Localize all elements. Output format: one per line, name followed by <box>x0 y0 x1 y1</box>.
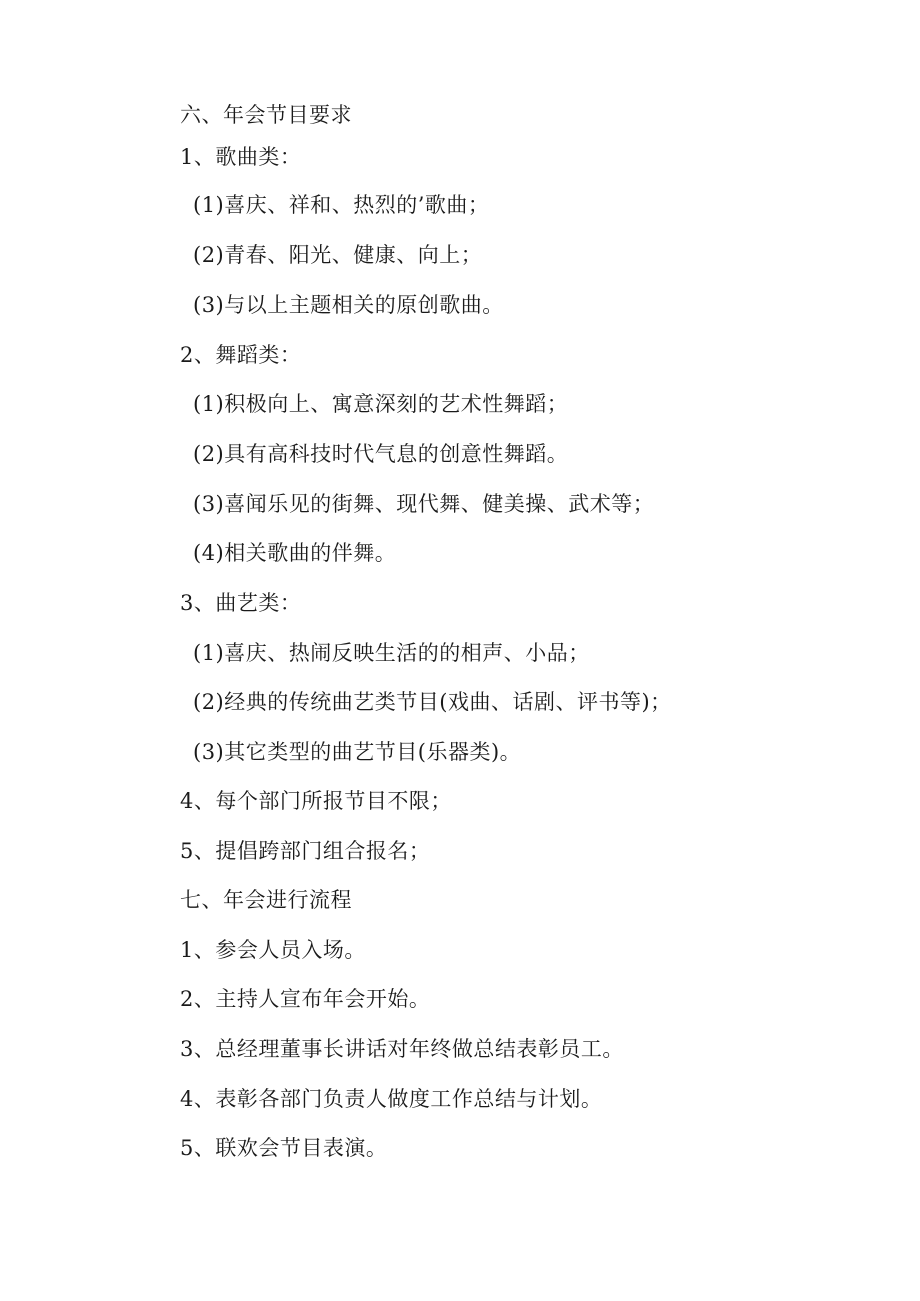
flow-step-3: 3、总经理董事长讲话对年终做总结表彰员工。 <box>180 1037 624 1061</box>
flow-step-2: 2、主持人宣布年会开始。 <box>180 987 431 1011</box>
dance-item-4: (4)相关歌曲的伴舞。 <box>193 541 397 565</box>
dance-item-3: (3)喜闻乐见的街舞、现代舞、健美操、武术等； <box>193 492 655 516</box>
folk-arts-item-3: (3)其它类型的曲艺节目(乐器类)。 <box>193 740 522 764</box>
section-heading-event-flow: 七、年会进行流程 <box>180 888 352 912</box>
category-heading-folk-arts: 3、曲艺类： <box>180 591 302 615</box>
dance-item-1: (1)积极向上、寓意深刻的艺术性舞蹈； <box>193 392 569 416</box>
category-heading-dance: 2、舞蹈类： <box>180 343 302 367</box>
flow-step-4: 4、表彰各部门负责人做度工作总结与计划。 <box>180 1087 603 1111</box>
section-heading-program-requirements: 六、年会节目要求 <box>180 103 352 127</box>
flow-step-5: 5、联欢会节目表演。 <box>180 1136 388 1160</box>
rule-item-5: 5、提倡跨部门组合报名； <box>180 839 431 863</box>
flow-step-1: 1、参会人员入场。 <box>180 938 366 962</box>
song-item-2: (2)青春、阳光、健康、向上； <box>193 243 483 267</box>
song-item-3: (3)与以上主题相关的原创歌曲。 <box>193 293 504 317</box>
rule-item-4: 4、每个部门所报节目不限； <box>180 789 452 813</box>
category-heading-songs: 1、歌曲类： <box>180 145 302 169</box>
folk-arts-item-2: (2)经典的传统曲艺类节目(戏曲、话剧、评书等)； <box>193 690 672 714</box>
song-item-1: (1)喜庆、祥和、热烈的’歌曲； <box>193 193 490 217</box>
folk-arts-item-1: (1)喜庆、热闹反映生活的的相声、小品； <box>193 641 590 665</box>
dance-item-2: (2)具有高科技时代气息的创意性舞蹈。 <box>193 442 569 466</box>
